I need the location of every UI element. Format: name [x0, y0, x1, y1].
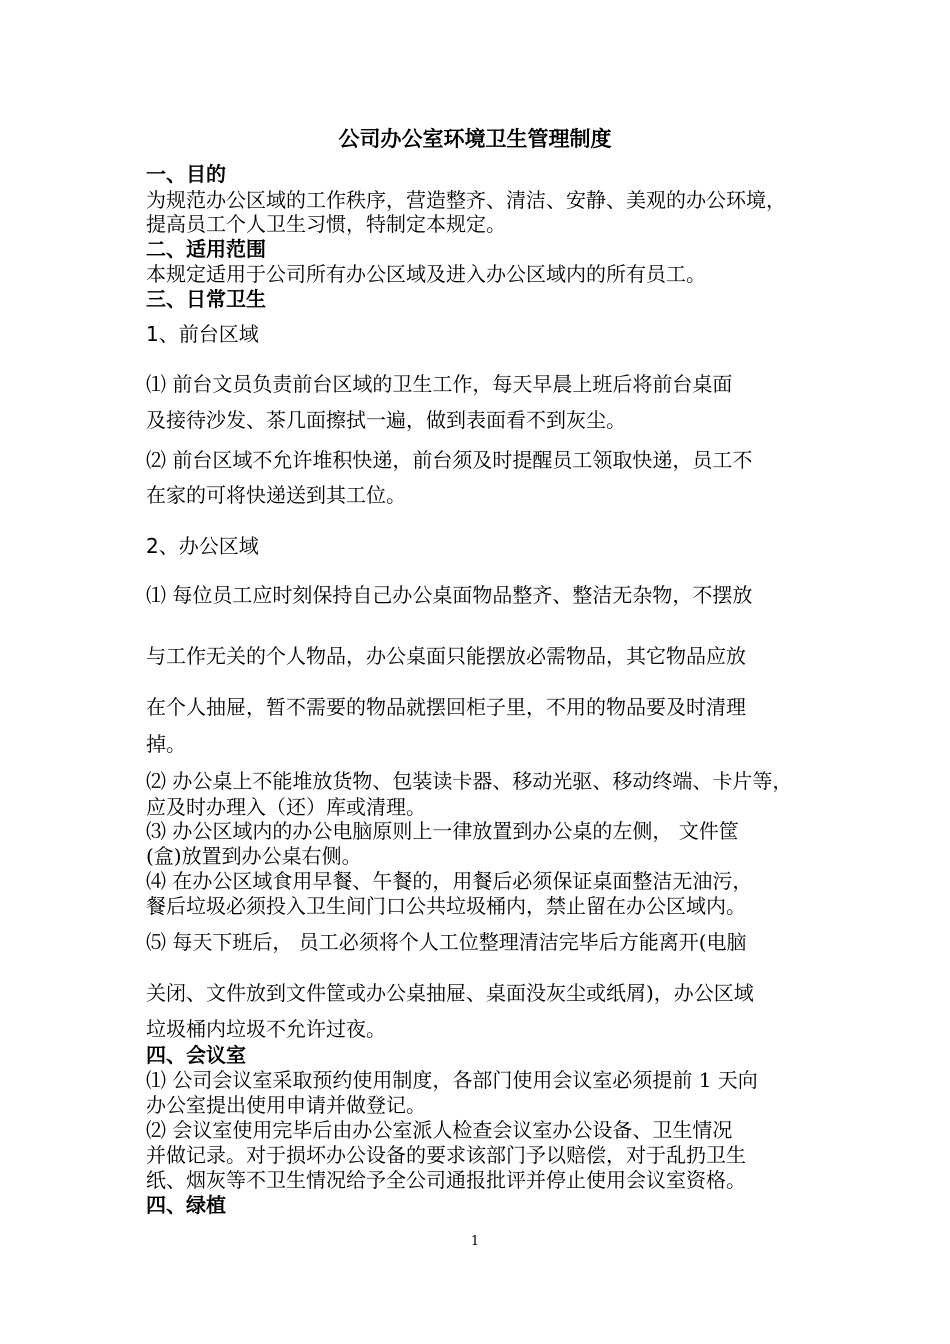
body-line: 并做记录。对于损坏办公设备的要求该部门予以赔偿，对于乱扔卫生	[146, 1143, 746, 1167]
body-line: ⑴ 每位员工应时刻保持自己办公桌面物品整齐、整洁无杂物，不摆放	[146, 583, 753, 607]
body-line: 垃圾桶内垃圾不允许过夜。	[146, 1017, 386, 1041]
body-line: 本规定适用于公司所有办公区域及进入办公区域内的所有员工。	[146, 262, 706, 286]
section-heading-scope: 二、适用范围	[146, 237, 266, 261]
body-line: ⑵ 办公桌上不能堆放货物、包装读卡器、移动光驱、移动终端、卡片等，	[146, 769, 793, 793]
document-title: 公司办公室环境卫生管理制度	[338, 127, 612, 151]
body-line: ⑵ 前台区域不允许堆积快递，前台须及时提醒员工领取快递，员工不	[146, 448, 753, 472]
page-number: 1	[470, 1234, 480, 1249]
body-line: ⑴ 前台文员负责前台区域的卫生工作，每天早晨上班后将前台桌面	[146, 372, 733, 396]
body-line: 关闭、文件放到文件筐或办公桌抽屉、桌面没灰尘或纸屑)，办公区域	[146, 981, 754, 1005]
body-line: ⑸ 每天下班后， 员工必须将个人工位整理清洁完毕后方能离开(电脑	[146, 930, 747, 954]
body-line: 提高员工个人卫生习惯，特制定本规定。	[146, 212, 506, 236]
section-heading-greenery: 四、绿植	[146, 1193, 226, 1217]
body-line: 在家的可将快递送到其工位。	[146, 483, 406, 507]
subsection-heading-reception: 1、前台区域	[146, 322, 259, 346]
body-line: (盒)放置到办公桌右侧。	[146, 844, 362, 868]
body-line: 餐后垃圾必须投入卫生间门口公共垃圾桶内，禁止留在办公区域内。	[146, 894, 746, 918]
body-line: 在个人抽屉，暂不需要的物品就摆回柜子里，不用的物品要及时清理	[146, 695, 746, 719]
body-line: 应及时办理入（还）库或清理。	[146, 795, 426, 819]
subsection-heading-office-area: 2、办公区域	[146, 534, 259, 558]
body-line: ⑶ 办公区域内的办公电脑原则上一律放置到办公桌的左侧， 文件筐	[146, 819, 739, 843]
body-line: 纸、烟灰等不卫生情况给予全公司通报批评并停止使用会议室资格。	[146, 1168, 746, 1192]
body-line: 与工作无关的个人物品，办公桌面只能摆放必需物品，其它物品应放	[146, 644, 746, 668]
body-line: ⑵ 会议室使用完毕后由办公室派人检查会议室办公设备、卫生情况	[146, 1118, 733, 1142]
section-heading-purpose: 一、目的	[146, 162, 226, 186]
body-line: ⑴ 公司会议室采取预约使用制度，各部门使用会议室必须提前 1 天向	[146, 1068, 758, 1092]
body-line: ⑷ 在办公区域食用早餐、午餐的，用餐后必须保证桌面整洁无油污，	[146, 869, 753, 893]
section-heading-daily-hygiene: 三、日常卫生	[146, 287, 266, 311]
body-line: 为规范办公区域的工作秩序，营造整齐、清洁、安静、美观的办公环境，	[146, 188, 786, 212]
section-heading-meeting-room: 四、会议室	[146, 1043, 246, 1067]
body-line: 掉。	[146, 732, 186, 756]
body-line: 及接待沙发、茶几面擦拭一遍，做到表面看不到灰尘。	[146, 408, 626, 432]
body-line: 办公室提出使用申请并做登记。	[146, 1093, 426, 1117]
